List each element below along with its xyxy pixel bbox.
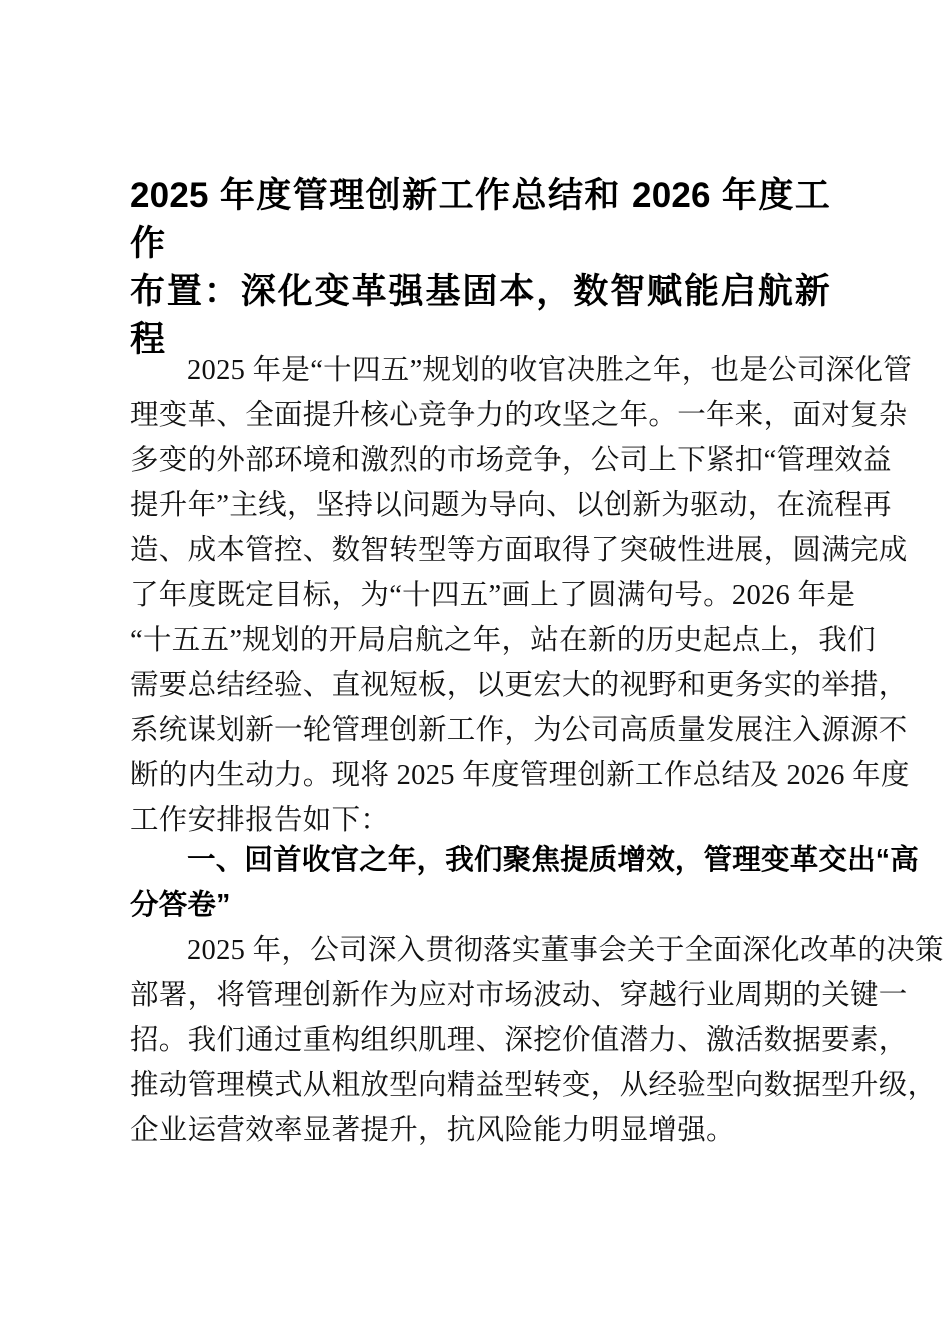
paragraph-intro — [130, 348, 913, 843]
paragraph-line: 系统谋划新一轮管理创新工作，为公司高质量发展注入源源不 — [130, 715, 908, 746]
paragraph-line: 2025 年，公司深入贯彻落实董事会关于全面深化改革的决策 — [187, 935, 944, 966]
section-heading-line: 一、回首收官之年，我们聚焦提质增效，管理变革交出“高 — [187, 844, 919, 876]
paragraph-line: 企业运营效率显著提升，抗风险能力明显增强。 — [130, 1115, 735, 1146]
section-heading-one — [130, 838, 919, 928]
paragraph-line: 多变的外部环境和激烈的市场竞争，公司上下紧扣“管理效益 — [130, 445, 892, 476]
paragraph-line: 需要总结经验、直视短板，以更宏大的视野和更务实的举措， — [130, 670, 908, 701]
paragraph-line: 推动管理模式从粗放型向精益型转变，从经验型向数据型升级， — [130, 1070, 937, 1101]
paragraph-line: 断的内生动力。现将 2025 年度管理创新工作总结及 2026 年度 — [130, 760, 910, 791]
document-title — [130, 172, 830, 364]
title-line-1: 2025 年度管理创新工作总结和 2026 年度工作 — [130, 176, 830, 263]
paragraph-line: “十五五”规划的开局启航之年，站在新的历史起点上，我们 — [130, 625, 876, 656]
paragraph-line: 造、成本管控、数智转型等方面取得了突破性进展，圆满完成 — [130, 535, 908, 566]
title-line-2: 布置：深化变革强基固本，数智赋能启航新程 — [130, 272, 830, 359]
paragraph-line: 招。我们通过重构组织肌理、深挖价值潜力、激活数据要素， — [130, 1025, 908, 1056]
paragraph-body-1 — [130, 928, 944, 1153]
paragraph-line: 部署，将管理创新作为应对市场波动、穿越行业周期的关键一 — [130, 980, 908, 1011]
paragraph-line: 提升年”主线，坚持以问题为导向、以创新为驱动，在流程再 — [130, 490, 892, 521]
section-heading-line: 分答卷” — [130, 889, 231, 921]
paragraph-line: 了年度既定目标，为“十四五”画上了圆满句号。2026 年是 — [130, 580, 856, 611]
paragraph-line: 2025 年是“十四五”规划的收官决胜之年，也是公司深化管 — [187, 355, 913, 386]
paragraph-line: 工作安排报告如下： — [130, 805, 390, 836]
paragraph-line: 理变革、全面提升核心竞争力的攻坚之年。一年来，面对复杂 — [130, 400, 908, 431]
